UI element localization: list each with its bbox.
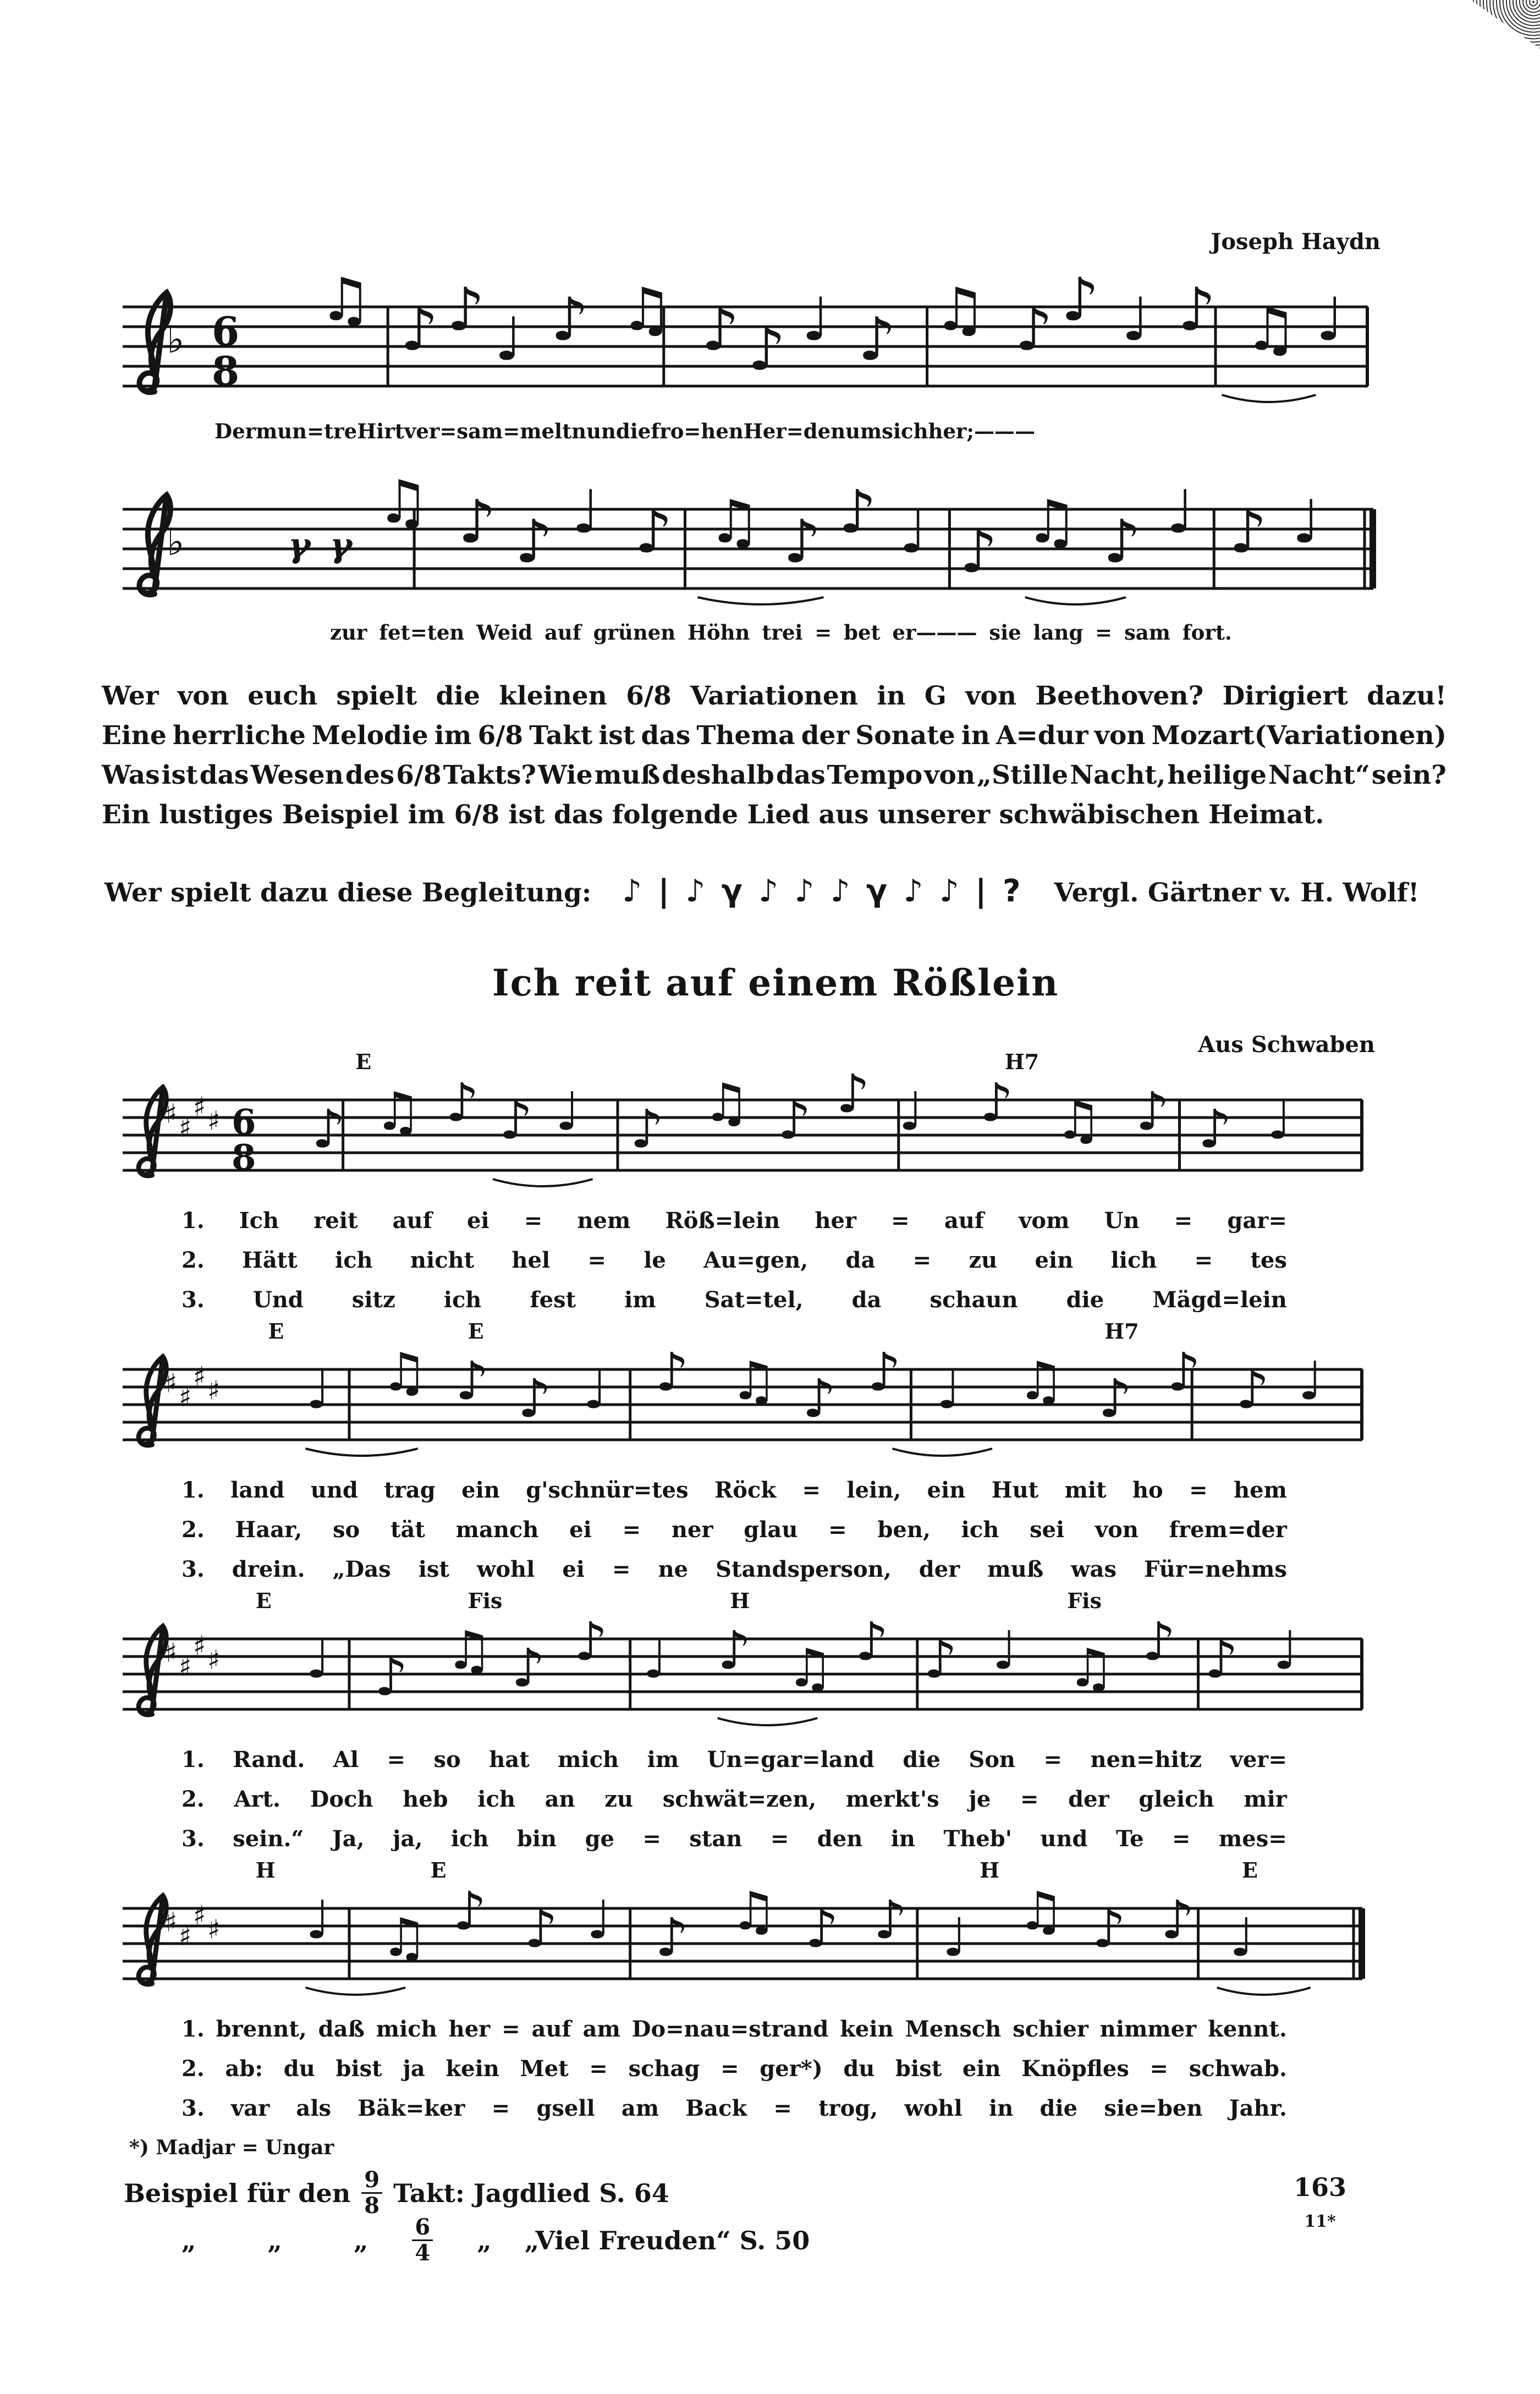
- svg-text:♪: ♪: [802, 1368, 837, 1429]
- svg-text:♩: ♩: [1273, 1620, 1299, 1681]
- svg-text:♪: ♪: [1178, 276, 1216, 344]
- svg-text:♪: ♪: [1204, 1628, 1239, 1690]
- accompaniment-reference: Vergl. Gärtner v. H. Wolf!: [1054, 878, 1420, 908]
- svg-text:♫: ♫: [1054, 1089, 1102, 1151]
- svg-text:♯: ♯: [179, 1921, 192, 1952]
- svg-text:♪: ♪: [400, 295, 438, 364]
- svg-text:♪: ♪: [980, 1072, 1014, 1133]
- svg-text:♫: ♫: [786, 1637, 834, 1699]
- svg-text:♪: ♪: [458, 488, 497, 557]
- svg-text:♫: ♫: [380, 1907, 428, 1968]
- svg-text:♪: ♪: [524, 1898, 558, 1960]
- svg-text:♪: ♪: [1061, 266, 1099, 334]
- verse-row: 2. Haar, so tät manch ei = ner glau = ben, ich sei von frem=der: [182, 1517, 1287, 1543]
- song-staff-3: [118, 1608, 1367, 1735]
- haydn-staff-1: [118, 263, 1372, 411]
- svg-text:♫: ♫: [318, 266, 372, 334]
- svg-text:♫: ♫: [702, 1072, 750, 1133]
- verse-row: 2. Hätt ich nicht hel = le Au=gen, da = zu ein lich = tes: [182, 1247, 1287, 1273]
- svg-text:♫: ♫: [1025, 488, 1079, 557]
- svg-text:♪: ♪: [630, 1098, 664, 1160]
- svg-text:γ: γ: [329, 526, 353, 565]
- svg-text:♫: ♫: [1017, 1880, 1065, 1942]
- svg-text:♪: ♪: [867, 1341, 901, 1403]
- svg-text:♫: ♫: [380, 1341, 428, 1403]
- song-title: Ich reit auf einem Rößlein: [492, 961, 1059, 1004]
- svg-text:♫: ♫: [1244, 295, 1298, 364]
- svg-text:♩: ♩: [936, 1359, 961, 1421]
- example-line-2: [182, 2216, 810, 2264]
- svg-text:♯: ♯: [164, 1907, 178, 1938]
- meter-fraction-9-8: $\frac{9}{8}$: [361, 2169, 382, 2217]
- chord-label: E: [468, 1319, 484, 1344]
- verse-row: 3. Und sitz ich fest im Sat=tel, da schaun die Mägd=lein: [182, 1287, 1287, 1313]
- svg-text:♩: ♩: [1229, 1907, 1255, 1968]
- composer-credit: Joseph Haydn: [1211, 229, 1380, 255]
- svg-text:♩: ♩: [555, 1081, 580, 1142]
- svg-text:♪: ♪: [1136, 1081, 1170, 1142]
- example-1-prefix: Beispiel für den: [124, 2178, 351, 2208]
- svg-text:♪: ♪: [447, 276, 485, 344]
- svg-text:♩: ♩: [586, 1889, 612, 1951]
- svg-text:♪: ♪: [1092, 1898, 1126, 1960]
- ditto-mark: „: [353, 2225, 369, 2255]
- chord-label: Fis: [468, 1588, 503, 1613]
- svg-text:♫: ♫: [730, 1350, 778, 1412]
- svg-text:♩: ♩: [305, 1359, 331, 1421]
- svg-text:♪: ♪: [551, 285, 589, 354]
- verse-row: 1. brennt, daß mich her = auf am Do=nau=strand kein Mensch schier nimmer kennt.: [182, 2016, 1287, 2042]
- chord-label: E: [255, 1588, 272, 1613]
- svg-text:8: 8: [232, 1137, 256, 1179]
- ditto-mark: „: [182, 2225, 196, 2255]
- svg-text:♪: ♪: [634, 498, 673, 566]
- svg-text:♫: ♫: [933, 276, 987, 344]
- question-line-4: Ein lustiges Beispiel im 6/8 ist das folgende Lied aus unserer schwäbischen Heimat.: [102, 800, 1324, 830]
- haydn-lyrics-line-1: Der mun=tre Hirt ver=sam=melt nun die fro=hen Her=den um sich her;———: [215, 419, 1036, 443]
- svg-text:♩: ♩: [1298, 1350, 1323, 1412]
- svg-text:♪: ♪: [655, 1907, 689, 1968]
- svg-text:♪: ♪: [1015, 295, 1053, 364]
- svg-text:♪: ♪: [701, 295, 740, 364]
- svg-text:♪: ♪: [1142, 1611, 1176, 1672]
- svg-text:♯: ♯: [207, 1375, 221, 1406]
- chord-label: E: [1242, 1858, 1258, 1883]
- svg-text:♩: ♩: [571, 478, 600, 547]
- svg-text:♯: ♯: [193, 1361, 206, 1392]
- svg-text:♪: ♪: [574, 1611, 608, 1672]
- svg-text:♪: ♪: [374, 1646, 408, 1708]
- rhythm-notes: ♪ | ♪ γ ♪ ♪ ♪ γ ♪ ♪ | ?: [622, 873, 1024, 909]
- footnote: *) Madjar = Ungar: [129, 2136, 334, 2159]
- svg-text:♪: ♪: [777, 1089, 811, 1151]
- verse-row: 3. sein.“ Ja, ja, ich bin ge = stan = den in Theb' und Te = mes=: [182, 1826, 1287, 1852]
- svg-text:♪: ♪: [959, 518, 998, 586]
- svg-text:♪: ♪: [1103, 508, 1141, 576]
- svg-text:♭: ♭: [167, 318, 185, 362]
- chord-label: H: [980, 1858, 1000, 1883]
- svg-text:♩: ♩: [898, 1081, 924, 1142]
- chord-label: H: [730, 1588, 750, 1613]
- svg-text:♪: ♪: [512, 1637, 546, 1699]
- svg-text:♪: ♪: [655, 1341, 689, 1403]
- example-line-1: [124, 2169, 669, 2217]
- svg-text:♫: ♫: [620, 276, 673, 344]
- svg-text:♯: ♯: [207, 1914, 221, 1945]
- chord-label: H: [255, 1858, 276, 1883]
- haydn-staff-2: [118, 465, 1378, 614]
- svg-text:♪: ♪: [717, 1620, 751, 1681]
- svg-text:♪: ♪: [923, 1628, 958, 1690]
- verse-row: 3. drein. „Das ist wohl ei = ne Standsperson, der muß was Für=nehms: [182, 1556, 1287, 1582]
- svg-text:♯: ♯: [207, 1105, 221, 1137]
- verse-row: 2. Art. Doch heb ich an zu schwät=zen, merkt's je = der gleich mir: [182, 1786, 1287, 1812]
- question-line-1: Wer von euch spielt die kleinen 6/8 Variationen in G von Beethoven? Dirigiert dazu!: [102, 681, 1447, 711]
- verse-row: 2. ab: du bist ja kein Met = schag = ger*) du bist ein Knöpfles = schwab.: [182, 2056, 1287, 2082]
- svg-text:♪: ♪: [838, 478, 877, 547]
- svg-text:♪: ♪: [1235, 1359, 1269, 1421]
- svg-text:♯: ♯: [193, 1091, 206, 1122]
- svg-text:♩: ♩: [1316, 285, 1344, 354]
- verse-row: 1. Rand. Al = so hat mich im Un=gar=land die Son = nen=hitz ver=: [182, 1747, 1287, 1773]
- page-number: 163: [1293, 2172, 1347, 2202]
- svg-text:♪: ♪: [445, 1072, 480, 1133]
- scan-smudge: [1375, 0, 1540, 93]
- svg-text:♪: ♪: [311, 1098, 346, 1160]
- chord-label: H7: [1104, 1319, 1139, 1344]
- svg-text:♪: ♪: [855, 1611, 889, 1672]
- svg-text:♫: ♫: [445, 1620, 493, 1681]
- verse-row: 1. Ich reit auf ei = nem Röß=lein her = auf vom Un = gar=: [182, 1208, 1287, 1234]
- chord-label: H7: [1004, 1049, 1040, 1074]
- ditto-mark: „: [267, 2225, 282, 2255]
- svg-text:♪: ♪: [515, 508, 553, 576]
- printer-mark: 11*: [1304, 2212, 1336, 2231]
- svg-text:♪: ♪: [518, 1368, 552, 1429]
- meter-fraction-6-4: $\frac{6}{4}$: [412, 2216, 433, 2264]
- svg-text:♩: ♩: [1267, 1089, 1292, 1151]
- svg-text:♭: ♭: [167, 520, 185, 564]
- verse-row: 3. var als Bäk=ker = gsell am Back = trog, wohl in die sie=ben Jahr.: [182, 2095, 1287, 2121]
- svg-text:♩: ♩: [1121, 285, 1150, 354]
- svg-text:♪: ♪: [1160, 1889, 1195, 1951]
- svg-text:♩: ♩: [305, 1628, 331, 1690]
- example-2-suffix: „Viel Freuden“ S. 50: [524, 2225, 810, 2255]
- song-staff-4: [118, 1878, 1367, 2004]
- svg-text:♪: ♪: [783, 508, 822, 576]
- svg-text:♩: ♩: [642, 1628, 668, 1690]
- svg-text:♫: ♫: [376, 468, 430, 537]
- accompaniment-prompt: Wer spielt dazu diese Begleitung:: [105, 878, 592, 908]
- chord-label: E: [430, 1858, 447, 1883]
- svg-text:♯: ♯: [164, 1637, 178, 1669]
- verse-row: 1. land und trag ein g'schnür=tes Röck = lein, ein Hut mit ho = hem: [182, 1477, 1287, 1503]
- svg-text:♯: ♯: [179, 1652, 192, 1683]
- svg-text:6: 6: [212, 308, 240, 355]
- svg-text:♩: ♩: [305, 1889, 331, 1951]
- song-staff-1: [118, 1063, 1367, 1196]
- svg-text:♩: ♩: [942, 1907, 967, 1968]
- svg-text:♯: ♯: [179, 1113, 192, 1144]
- svg-text:♩: ♩: [494, 305, 522, 374]
- svg-text:♩: ♩: [899, 498, 927, 566]
- question-line-2: Eine herrliche Melodie im 6/8 Takt ist das Thema der Sonate in A=dur von Mozart(Variationen): [102, 720, 1447, 751]
- svg-text:♪: ♪: [805, 1898, 839, 1960]
- svg-text:♪: ♪: [873, 1889, 908, 1951]
- svg-text:8: 8: [212, 348, 240, 395]
- svg-text:6: 6: [232, 1102, 256, 1143]
- svg-text:♩: ♩: [582, 1359, 608, 1421]
- accompaniment-line: [105, 873, 1447, 909]
- svg-text:♫: ♫: [1067, 1637, 1115, 1699]
- svg-text:♩: ♩: [992, 1620, 1018, 1681]
- svg-text:♫: ♫: [1017, 1350, 1065, 1412]
- svg-text:♯: ♯: [207, 1644, 221, 1676]
- svg-text:γ: γ: [288, 526, 311, 565]
- svg-text:♪: ♪: [453, 1880, 487, 1942]
- svg-text:♯: ♯: [164, 1368, 178, 1399]
- svg-text:♪: ♪: [1167, 1341, 1201, 1403]
- svg-text:♪: ♪: [1229, 498, 1267, 566]
- chord-label: E: [268, 1319, 284, 1344]
- example-1-suffix: Takt: Jagdlied S. 64: [393, 2178, 669, 2208]
- svg-text:♫: ♫: [730, 1880, 778, 1942]
- svg-text:♯: ♯: [179, 1382, 192, 1413]
- svg-text:♯: ♯: [193, 1630, 206, 1661]
- svg-text:♩: ♩: [1166, 478, 1195, 547]
- svg-text:♯: ♯: [164, 1098, 178, 1130]
- haydn-lyrics-line-2: zur fet=ten Weid auf grünen Höhn trei = bet er——— sie lang = sam fort.: [330, 620, 1232, 645]
- svg-text:♪: ♪: [1098, 1368, 1132, 1429]
- svg-text:♯: ♯: [193, 1900, 206, 1931]
- song-staff-2: [118, 1339, 1367, 1465]
- svg-text:♪: ♪: [836, 1063, 870, 1125]
- svg-text:♫: ♫: [707, 488, 761, 557]
- svg-text:♪: ♪: [858, 305, 897, 374]
- chord-label: Fis: [1067, 1588, 1102, 1613]
- ditto-mark: „: [477, 2225, 492, 2255]
- svg-text:♫: ♫: [374, 1081, 422, 1142]
- svg-text:♩: ♩: [1292, 488, 1321, 557]
- svg-text:♪: ♪: [747, 315, 786, 384]
- question-line-3: Was ist das Wesen des 6/8 Takts? Wie muß deshalb das Tempo von „Stille Nacht, heilige Nacht“ sein?: [102, 760, 1447, 790]
- svg-text:♪: ♪: [499, 1089, 533, 1151]
- song-origin: Aus Schwaben: [1198, 1032, 1375, 1058]
- svg-text:♪: ♪: [1198, 1098, 1232, 1160]
- chord-label: E: [355, 1049, 372, 1074]
- svg-text:♩: ♩: [801, 285, 830, 354]
- svg-text:♪: ♪: [455, 1350, 490, 1412]
